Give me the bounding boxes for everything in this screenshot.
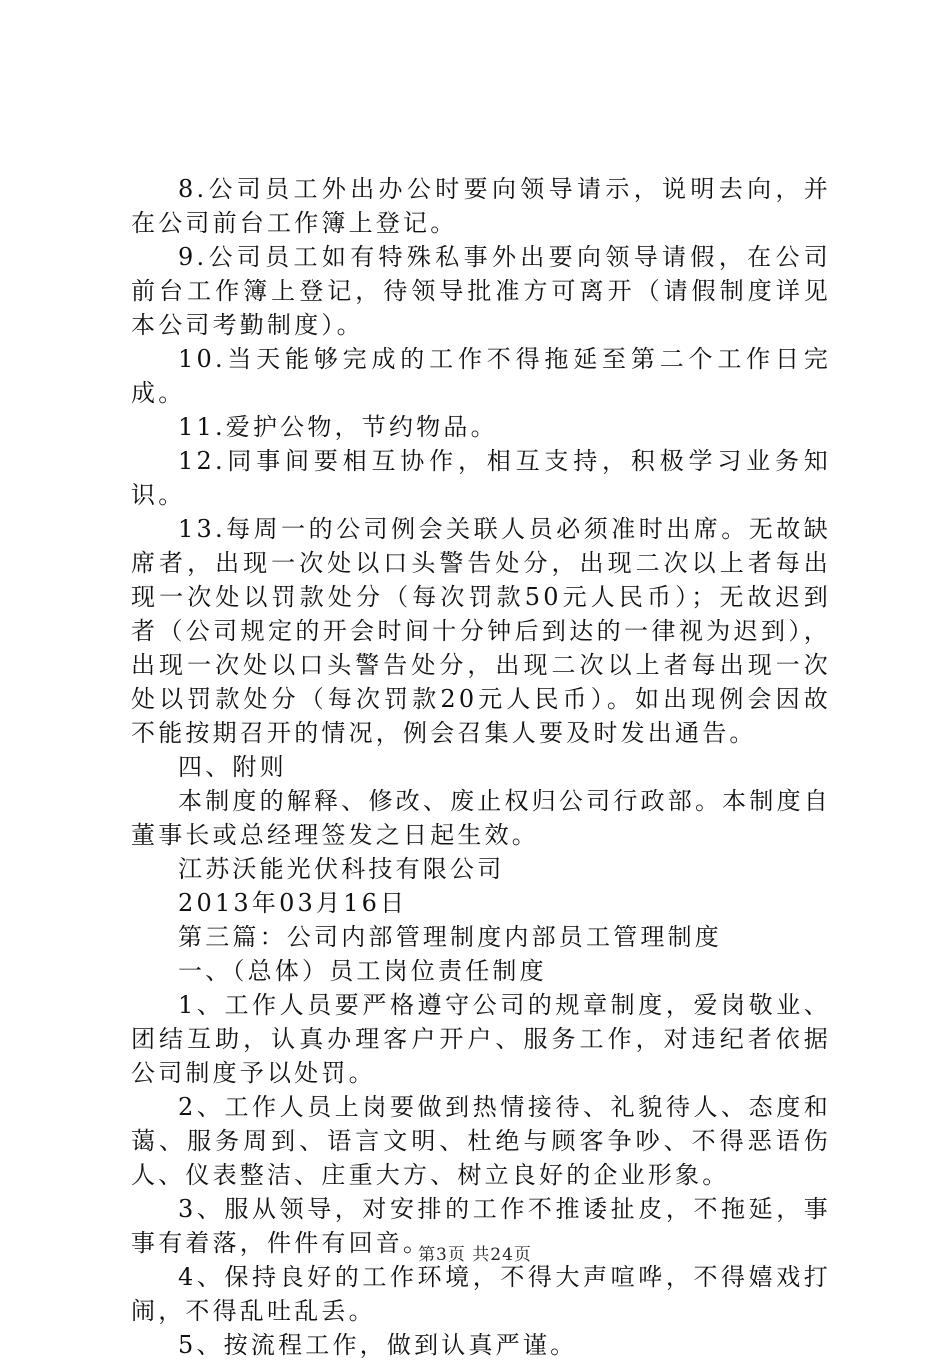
rule-item-4: 4、保持良好的工作环境，不得大声喧哗，不得嬉戏打闹，不得乱吐乱丢。 — [131, 1263, 831, 1325]
paragraph-item-8: 8.公司员工外出办公时要向领导请示，说明去向，并在公司前台工作簿上登记。 — [131, 175, 831, 237]
page-number: 第3页 — [418, 1245, 466, 1265]
paragraph-item-9: 9.公司员工如有特殊私事外出要向领导请假，在公司前台工作簿上登记，待领导批准方可离开（请假制度详见本公司考勤制度）。 — [131, 243, 831, 339]
page-total: 共24页 — [472, 1245, 532, 1265]
document-body — [131, 172, 831, 1362]
paragraph-item-12: 12.同事间要相互协作，相互支持，积极学习业务知识。 — [131, 447, 831, 509]
chapter-title: 第三篇：公司内部管理制度内部员工管理制度 — [178, 923, 722, 951]
paragraph-item-10: 10.当天能够完成的工作不得拖延至第二个工作日完成。 — [131, 345, 831, 407]
section-heading-appendix: 四、附则 — [178, 753, 287, 781]
paragraph-item-11: 11.爱护公物，节约物品。 — [178, 413, 498, 441]
company-signature: 江苏沃能光伏科技有限公司 — [178, 855, 505, 883]
rule-item-2: 2、工作人员上岗要做到热情接待、礼貌待人、态度和蔼、服务周到、语言文明、杜绝与顾客争吵、不得恶语伤人、仪表整洁、庄重大方、树立良好的企业形象。 — [131, 1093, 831, 1189]
section-heading-responsibility: 一、（总体）员工岗位责任制度 — [178, 957, 547, 985]
rule-item-5: 5、按流程工作，做到认真严谨。 — [178, 1331, 578, 1359]
rule-item-1: 1、工作人员要严格遵守公司的规章制度，爱岗敬业、团结互助，认真办理客户开户、服务工作，对违纪者依据公司制度予以处罚。 — [131, 991, 831, 1087]
rule-item-3: 3、服从领导，对安排的工作不推诿扯皮，不拖延，事事有着落，件件有回音。 — [131, 1195, 831, 1257]
page-footer — [0, 1240, 950, 1265]
appendix-text: 本制度的解释、修改、废止权归公司行政部。本制度自董事长或总经理签发之日起生效。 — [131, 787, 831, 849]
signature-date: 2013年03月16日 — [178, 889, 408, 917]
paragraph-item-13: 13.每周一的公司例会关联人员必须准时出席。无故缺席者，出现一次处以口头警告处分，出现二次以上者每出现一次处以罚款处分（每次罚款50元人民币）；无故迟到者（公司规定的开会时间十分钟后到达的一律视为迟到），出现一次处以口头警告处分，出现二次以上者每出现一次处以罚款处分（每次罚款20元人民币）。如出现例会因故不能按期召开的情况，例会召集人要及时发出通告。 — [131, 515, 831, 747]
